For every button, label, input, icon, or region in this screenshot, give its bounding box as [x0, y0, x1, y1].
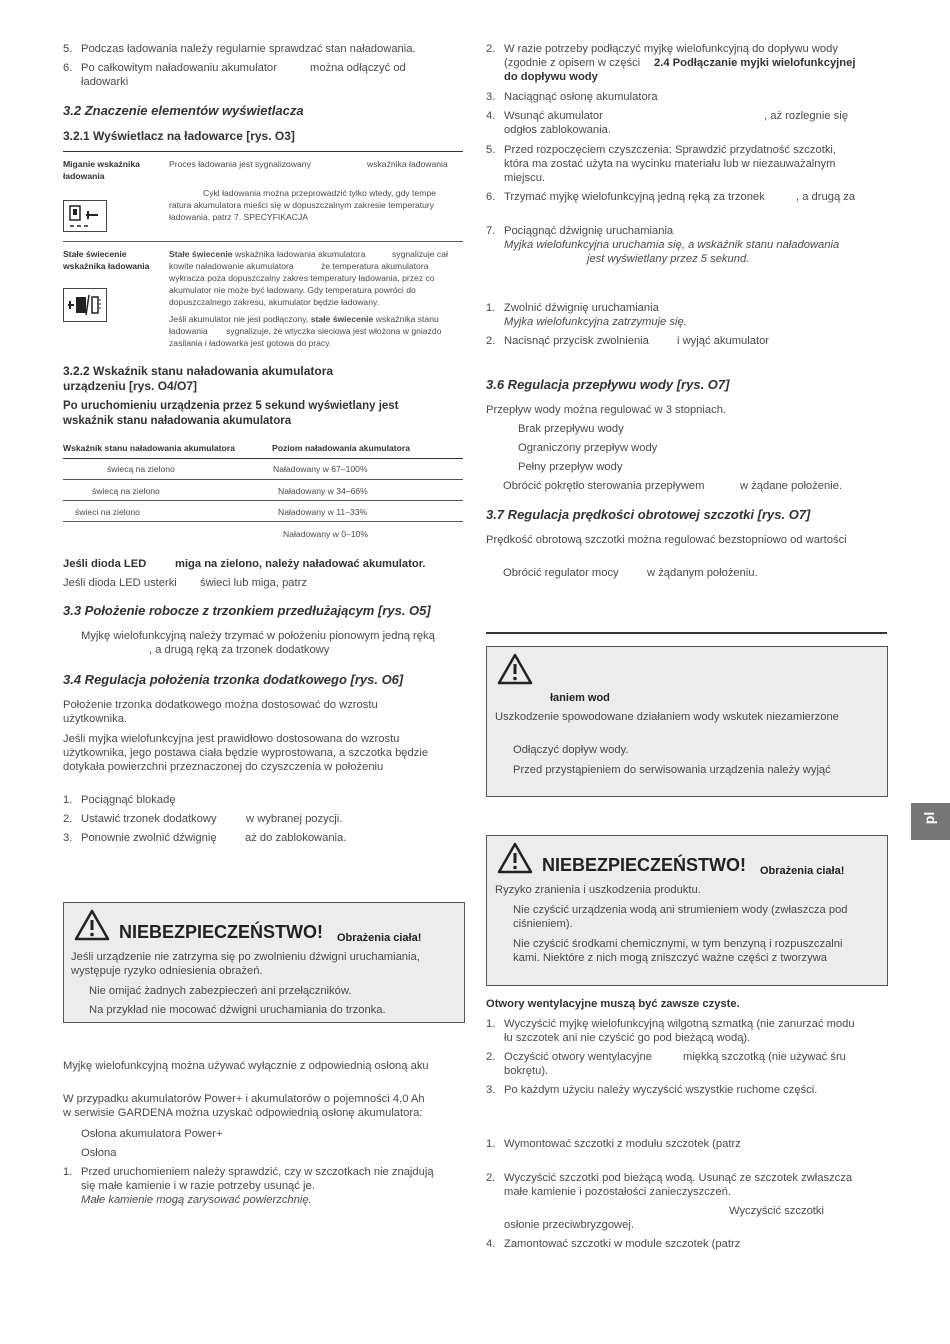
warning-text: Uszkodzenie spowodowane działaniem wody wskutek niezamierzone: [495, 711, 839, 723]
warning-title: NIEBEZPIECZEŃSTWO!: [542, 855, 747, 875]
option-item: Brak przepływu wody: [518, 423, 624, 435]
table-cell-text: sygnalizuje cał: [392, 249, 448, 259]
list-text: Wyczyścić szczotki pod bieżącą wodą. Usunąć ze szczotek zwłaszcza: [504, 1172, 853, 1184]
list-number: 4.: [486, 110, 496, 122]
list-text: i wyjąć akumulator: [677, 335, 770, 347]
subsection-heading: urządzeniu [rys. O4/O7]: [63, 379, 198, 393]
list-number: 2.: [486, 43, 496, 55]
list-number: 6.: [63, 62, 73, 74]
paragraph: dotykała powierzchni przeznaczonej do czyszczenia w położeniu: [63, 761, 384, 773]
list-text: Oczyścić otwory wentylacyjne: [504, 1051, 652, 1063]
section-heading: 3.4 Regulacja położenia trzonka dodatkowego [rys. O6]: [63, 672, 404, 687]
list-text: aż do zablokowania.: [245, 832, 347, 844]
list-text: Ustawić trzonek dodatkowy: [81, 813, 217, 825]
table-rule: [63, 151, 463, 152]
list-number: 5.: [486, 144, 496, 156]
action-text: w żądane położenie.: [740, 480, 843, 492]
table-cell-text: ratura akumulatora mieści się w dopuszczalnym zakresie temperatury: [169, 200, 435, 210]
list-number: 3.: [486, 91, 496, 103]
danger-warning-box: [486, 835, 888, 986]
list-text: Wsunąć akumulator: [504, 110, 603, 122]
table-cell-text: wskaźnika ładowania: [367, 159, 448, 169]
warning-bullet: Odłączyć dopływ wody.: [513, 744, 629, 756]
paragraph: użytkownika, jego postawa ciała będzie wyprostowana, a szczotka będzie: [63, 747, 429, 759]
warning-triangle-icon: [497, 842, 533, 874]
list-number: 2.: [486, 1172, 496, 1184]
list-number: 4.: [486, 1238, 496, 1250]
paragraph: Położenie trzonka dodatkowego można dostosować do wzrostu: [63, 699, 378, 711]
table-cell-text: ładowania, patrz 7. SPECYFIKACJA: [169, 212, 308, 222]
subsection-heading: 3.2.1 Wyświetlacz na ładowarce [rys. O3]: [63, 129, 295, 143]
charger-steady-icon: [63, 288, 107, 322]
paragraph: W przypadku akumulatorów Power+ i akumulatorów o pojemności 4,0 Ah: [63, 1093, 425, 1105]
list-text: Naciągnąć osłonę akumulatora: [504, 91, 658, 103]
list-text: (zgodnie z opisem w części: [504, 57, 641, 69]
table-cell-label: Stałe świecenie: [63, 249, 127, 259]
warning-subtitle: Obrażenia ciała!: [337, 932, 422, 944]
table-cell-text: sygnalizuje, że wtyczka sieciowa jest włożona w gniazdo: [226, 326, 442, 336]
warning-triangle-icon: [74, 909, 110, 941]
led-note: Jeśli dioda LED: [63, 558, 147, 570]
list-note: Myjka wielofunkcyjna uruchamia się, a wskaźnik stanu naładowania: [504, 239, 840, 251]
danger-warning-box: [63, 902, 465, 1023]
list-text: miejscu.: [504, 172, 546, 184]
list-text: Nacisnąć przycisk zwolnienia: [504, 335, 649, 347]
list-text: Przed uruchomieniem należy sprawdzić, czy w szczotkach nie znajdują: [81, 1166, 434, 1178]
list-number: 3.: [63, 832, 73, 844]
list-text-emph: 2.4 Podłączanie myjki wielofunkcyjnej: [654, 57, 856, 69]
list-number: 1.: [63, 794, 73, 806]
table-cell-text: Jeśli akumulator nie jest podłączony,: [169, 314, 309, 324]
list-text: bokrętu).: [504, 1065, 549, 1077]
language-tab-label: pl: [921, 811, 938, 825]
list-number: 6.: [486, 191, 496, 203]
led-note: miga na zielono, należy naładować akumulator.: [175, 558, 426, 570]
section-heading: 3.3 Położenie robocze z trzonkiem przedłużającym [rys. O5]: [63, 603, 431, 618]
list-text-emph: do dopływu wody: [504, 71, 598, 83]
list-number: 5.: [63, 43, 73, 55]
warning-text: Jeśli urządzenie nie zatrzyma się po zwolnieniu dźwigni uruchamiania,: [71, 951, 420, 963]
table-cell-text: kowite naładowanie akumulatora: [169, 261, 294, 271]
list-text: w wybranej pozycji.: [246, 813, 343, 825]
action-text: Obrócić regulator mocy: [503, 567, 619, 579]
warning-bullet: kami. Niektóre z nich mogą zniszczyć ważne części z tworzywa: [513, 952, 827, 964]
list-text: Pociągnąć blokadę: [81, 794, 176, 806]
table-rule: [63, 241, 463, 242]
table-cell: Naładowany w 0–10%: [283, 529, 369, 539]
action-text: Obrócić pokrętło sterowania przepływem: [503, 480, 705, 492]
warning-subtitle: Obrażenia ciała!: [760, 865, 845, 877]
subsection-intro: Po uruchomieniu urządzenia przez 5 sekund wyświetlany jest: [63, 400, 399, 412]
table-cell: Naładowany w 11–33%: [278, 507, 368, 517]
list-text: Po całkowitym naładowaniu akumulator: [81, 62, 277, 74]
table-cell-label: Miganie wskaźnika: [63, 159, 140, 169]
table-cell-emph: Stałe świecenie: [169, 249, 233, 259]
list-number: 2.: [486, 335, 496, 347]
list-text: małe kamienie i pozostałości zanieczyszczeń.: [504, 1186, 731, 1198]
list-text: można odłączyć od: [310, 62, 406, 74]
led-note: świeci lub miga, patrz: [200, 577, 307, 589]
list-note: jest wyświetlany przez 5 sekund.: [587, 253, 750, 265]
list-text: odgłos zablokowania.: [504, 124, 611, 136]
list-text: Podczas ładowania należy regularnie sprawdzać stan naładowania.: [81, 43, 416, 55]
list-text: miękką szczotką (nie używać śru: [683, 1051, 846, 1063]
list-text: Wymontować szczotki z modułu szczotek (patrz: [504, 1138, 741, 1150]
section-heading: 3.2 Znaczenie elementów wyświetlacza: [63, 103, 304, 118]
table-cell-text: ładowania: [169, 326, 208, 336]
table-cell-text: wskaźnika ładowania akumulatora: [234, 249, 366, 259]
list-text: Zwolnić dźwignię uruchamiania: [504, 302, 659, 314]
table-rule: [63, 521, 463, 522]
paragraph: Prędkość obrotową szczotki można regulować bezstopniowo od wartości: [486, 534, 847, 546]
list-text: Ponownie zwolnić dźwignię: [81, 832, 217, 844]
table-cell-text: Cykl ładowania można przeprowadzić tylko wtedy, gdy tempe: [203, 188, 436, 198]
list-text: Przed rozpoczęciem czyszczenia: Sprawdzić przydatność szczotki,: [504, 144, 837, 156]
paragraph: Myjkę wielofunkcyjną można używać wyłącznie z odpowiednią osłoną aku: [63, 1060, 429, 1072]
list-text: się małe kamienie i w razie potrzeby usunąć je.: [81, 1180, 315, 1192]
language-tab: [911, 803, 950, 840]
table-cell-emph: stałe świecenie: [310, 314, 374, 324]
paragraph: użytkownika.: [63, 713, 128, 725]
section-heading: 3.7 Regulacja prędkości obrotowej szczotki [rys. O7]: [486, 507, 811, 522]
list-number: 7.: [486, 225, 496, 237]
list-text: Zamontować szczotki w module szczotek (patrz: [504, 1238, 741, 1250]
list-text: Po każdym użyciu należy wyczyścić wszystkie ruchome części.: [504, 1084, 818, 1096]
subsection-intro: wskaźnik stanu naładowania akumulatora: [63, 415, 292, 427]
list-text: , aż rozlegnie się: [764, 110, 848, 122]
table-header: Poziom naładowania akumulatora: [272, 443, 411, 453]
led-note: Jeśli dioda LED usterki: [63, 577, 177, 589]
option-item: Pełny przepływ wody: [518, 461, 623, 473]
section-heading: 3.6 Regulacja przepływu wody [rys. O7]: [486, 377, 730, 392]
attention-warning-box: [486, 646, 888, 797]
list-number: 1.: [63, 1166, 73, 1178]
list-text: Wyczyścić szczotki: [729, 1205, 824, 1217]
paragraph: , a drugą ręką za trzonek dodatkowy: [149, 644, 330, 656]
list-number: 1.: [486, 302, 496, 314]
charger-blinking-icon: [63, 200, 107, 232]
warning-bullet: Nie czyścić środkami chemicznymi, w tym benzyną i rozpuszczalni: [513, 938, 843, 950]
table-cell: świecą na zielono: [92, 486, 160, 496]
table-cell-label: wskaźnika ładowania: [63, 261, 150, 271]
warning-subtitle: łaniem wod: [550, 692, 610, 704]
list-number: 2.: [63, 813, 73, 825]
list-number: 1.: [486, 1138, 496, 1150]
table-cell-text: akumulator nie może być ładowany. Gdy temperatura powróci do: [169, 285, 416, 295]
list-text: która ma zostać użyta na wycinku materiału lub w niezauważalnym: [504, 158, 836, 170]
table-cell: Naładowany w 34–66%: [278, 486, 368, 496]
option-item: Ograniczony przepływ wody: [518, 442, 658, 454]
paragraph: w serwisie GARDENA można uzyskać odpowiednią osłonę akumulatora:: [63, 1107, 423, 1119]
list-note: Małe kamienie mogą zarysować powierzchnię.: [81, 1194, 312, 1206]
table-header: Wskaźnik stanu naładowania akumulatora: [63, 443, 235, 453]
warning-bullet: Nie omijać żadnych zabezpieczeń ani przełączników.: [89, 985, 352, 997]
list-text: , a drugą za: [796, 191, 856, 203]
option-item: Osłona: [81, 1147, 117, 1159]
table-cell-text: że temperatura akumulatora: [321, 261, 429, 271]
warning-text: Ryzyko zranienia i uszkodzenia produktu.: [495, 884, 701, 896]
table-cell: świeci na zielono: [75, 507, 140, 517]
table-cell-text: dopuszczalnego zakresu, akumulator będzie ładowany.: [169, 297, 380, 307]
table-cell-text: zasilania i ładowarka jest gotowa do pracy.: [169, 338, 332, 348]
warning-text: występuje ryzyko odniesienia obrażeń.: [71, 965, 263, 977]
warning-bullet: Nie czyścić urządzenia wodą ani strumieniem wody (zwłaszcza pod: [513, 904, 848, 916]
paragraph: Myjkę wielofunkcyjną należy trzymać w położeniu pionowym jedną ręką: [81, 630, 435, 642]
section-divider: [486, 632, 887, 634]
action-text: w żądanym położeniu.: [647, 567, 758, 579]
list-text: W razie potrzeby podłączyć myjkę wielofunkcyjną do dopływu wody: [504, 43, 838, 55]
list-note: Myjka wielofunkcyjna zatrzymuje się.: [504, 316, 687, 328]
warning-title: NIEBEZPIECZEŃSTWO!: [119, 922, 324, 942]
list-text: łu szczotek ani nie czyścić go pod bieżącą wodą).: [504, 1032, 751, 1044]
list-text: osłonie przeciwbryzgowej.: [504, 1219, 634, 1231]
paragraph: Jeśli myjka wielofunkcyjna jest prawidłowo dostosowana do wzrostu: [63, 733, 400, 745]
table-rule: [63, 500, 463, 501]
table-rule: [63, 479, 463, 480]
list-text: Trzymać myjkę wielofunkcyjną jedną ręką za trzonek: [504, 191, 765, 203]
table-cell-label: ładowania: [63, 171, 105, 181]
subsection-heading: 3.2.2 Wskaźnik stanu naładowania akumulatora: [63, 364, 334, 378]
table-cell: Naładowany w 67–100%: [273, 464, 368, 474]
table-rule: [63, 458, 463, 459]
list-text: ładowarki: [81, 76, 129, 88]
table-cell-text: Proces ładowania jest sygnalizowany: [169, 159, 311, 169]
maintenance-heading: Otwory wentylacyjne muszą być zawsze czyste.: [486, 998, 740, 1010]
list-number: 1.: [486, 1018, 496, 1030]
list-text: Wyczyścić myjkę wielofunkcyjną wilgotną szmatką (nie zanurzać modu: [504, 1018, 855, 1030]
list-number: 2.: [486, 1051, 496, 1063]
warning-bullet: Przed przystąpieniem do serwisowania urządzenia należy wyjąć: [513, 764, 831, 776]
warning-bullet: ciśnieniem).: [513, 918, 573, 930]
table-cell-text: wskaźnika stanu: [375, 314, 439, 324]
table-cell: świecą na zielono: [107, 464, 175, 474]
list-number: 3.: [486, 1084, 496, 1096]
list-text: Pociągnąć dźwignię uruchamiania: [504, 225, 674, 237]
option-item: Osłona akumulatora Power+: [81, 1128, 223, 1140]
warning-bullet: Na przykład nie mocować dźwigni uruchamiania do trzonka.: [89, 1004, 386, 1016]
warning-triangle-icon: [497, 653, 533, 685]
paragraph: Przepływ wody można regulować w 3 stopniach.: [486, 404, 727, 416]
table-cell-text: wykracza poza dopuszczalny zakres temperatury ładowania, przez co: [169, 273, 435, 283]
